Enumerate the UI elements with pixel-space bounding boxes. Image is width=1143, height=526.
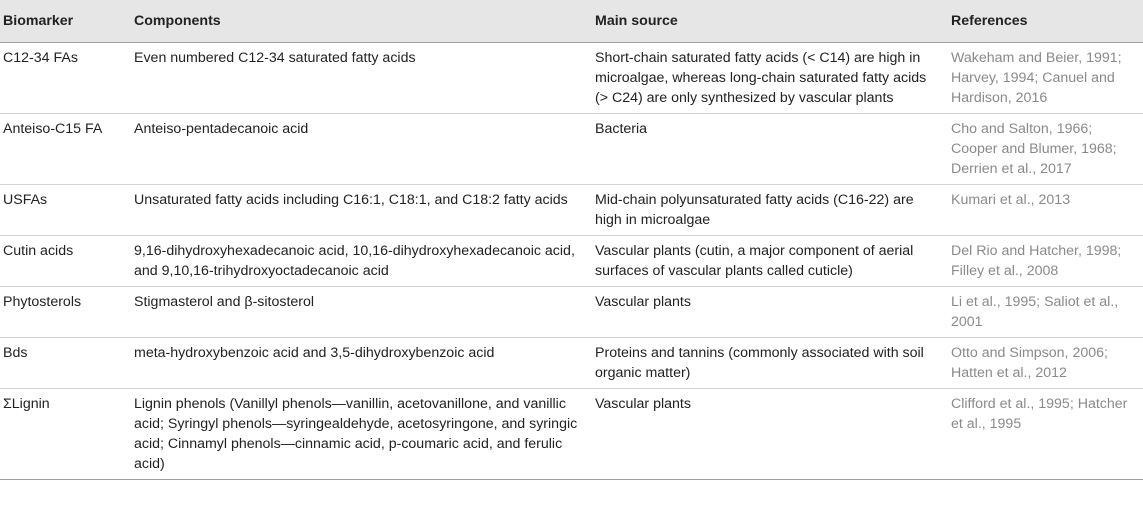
table-row [0,236,1143,287]
header-components: Components [134,0,592,43]
cell-components: Anteiso-pentadecanoic acid [134,114,592,185]
cell-components: Even numbered C12-34 saturated fatty acids [134,43,592,114]
table-row [0,287,1143,338]
table-row [0,338,1143,389]
cell-main-source: Short-chain saturated fatty acids (< C14) are high in microalgae, whereas long-chain saturated fatty acids (> C24) are only synthesized by vascular plants [592,43,948,114]
cell-references: Cho and Salton, 1966; Cooper and Blumer, 1968; Derrien et al., 2017 [948,114,1143,185]
cell-main-source: Mid-chain polyunsaturated fatty acids (C16-22) are high in microalgae [592,185,948,236]
header-references: References [948,0,1143,43]
table-row [0,43,1143,114]
cell-main-source: Vascular plants [592,287,948,338]
cell-biomarker: Anteiso-C15 FA [0,114,134,185]
cell-biomarker: ΣLignin [0,389,134,480]
cell-main-source: Vascular plants (cutin, a major component of aerial surfaces of vascular plants called cuticle) [592,236,948,287]
cell-references: Li et al., 1995; Saliot et al., 2001 [948,287,1143,338]
header-biomarker: Biomarker [0,0,134,43]
table-row [0,185,1143,236]
cell-references: Kumari et al., 2013 [948,185,1143,236]
cell-biomarker: Phytosterols [0,287,134,338]
cell-components: Stigmasterol and β-sitosterol [134,287,592,338]
cell-biomarker: Cutin acids [0,236,134,287]
cell-components: 9,16-dihydroxyhexadecanoic acid, 10,16-dihydroxyhexadecanoic acid, and 9,10,16-trihydroxyoctadecanoic acid [134,236,592,287]
cell-components: meta-hydroxybenzoic acid and 3,5-dihydroxybenzoic acid [134,338,592,389]
cell-biomarker: USFAs [0,185,134,236]
table-body [0,43,1143,480]
table-row [0,114,1143,185]
cell-references: Otto and Simpson, 2006; Hatten et al., 2012 [948,338,1143,389]
cell-main-source: Vascular plants [592,389,948,480]
header-row [0,0,1143,43]
cell-biomarker: C12-34 FAs [0,43,134,114]
cell-main-source: Proteins and tannins (commonly associated with soil organic matter) [592,338,948,389]
header-main-source: Main source [592,0,948,43]
cell-references: Clifford et al., 1995; Hatcher et al., 1995 [948,389,1143,480]
table-header [0,0,1143,43]
cell-components: Lignin phenols (Vanillyl phenols—vanillin, acetovanillone, and vanillic acid; Syringyl phenols—syringealdehyde, acetosyringone, and syringic acid; Cinnamyl phenols—cinnamic acid, p-coumaric acid, and ferulic acid) [134,389,592,480]
cell-components: Unsaturated fatty acids including C16:1, C18:1, and C18:2 fatty acids [134,185,592,236]
cell-references: Wakeham and Beier, 1991; Harvey, 1994; Canuel and Hardison, 2016 [948,43,1143,114]
cell-biomarker: Bds [0,338,134,389]
cell-main-source: Bacteria [592,114,948,185]
table-row [0,389,1143,480]
cell-references: Del Rio and Hatcher, 1998; Filley et al., 2008 [948,236,1143,287]
